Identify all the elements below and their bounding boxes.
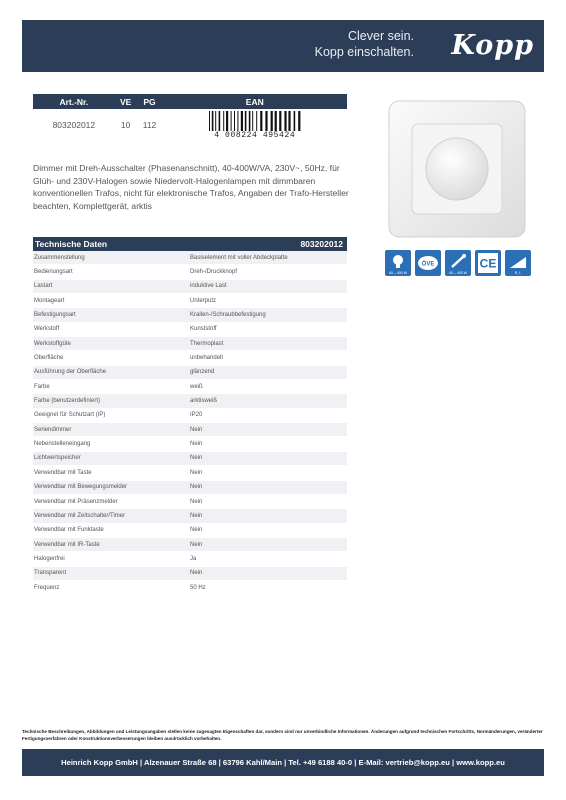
pg-value: 112 xyxy=(142,120,157,130)
tech-row-value: Dreh-/Druckknopf xyxy=(189,265,347,279)
tech-row xyxy=(33,451,347,465)
tech-row-value: IP20 xyxy=(189,408,347,422)
tech-row-label: Verwendbar mit Bewegungsmelder xyxy=(33,480,189,494)
tech-row xyxy=(33,251,347,265)
ce-icon xyxy=(475,250,501,276)
disclaimer: Technische Beschreibungen, Abbildungen und Leistungsangaben stellen keine zugesagten Eigenschaften dar, sondern sind nur unverbindliche Informationen. Änderungen aufgrund technischen Fortschritts, Normänderungen, veränderter Fertigungsverfahren oder Konstruktionsverbesserungen bleiben ausdrücklich vorbehalten. xyxy=(22,729,543,741)
tech-row-value: Nein xyxy=(189,566,347,580)
tech-row xyxy=(33,509,347,523)
tech-row-label: Verwendbar mit Präsenzmelder xyxy=(33,494,189,508)
tech-row xyxy=(33,394,347,408)
tech-row-label: Frequenz xyxy=(33,580,189,594)
tech-row xyxy=(33,380,347,394)
tech-row-label: Verwendbar mit IR-Taste xyxy=(33,537,189,551)
dimming-ramp-icon-caption: R, L xyxy=(514,271,522,275)
bulb-icon-caption: 40 – 400 W xyxy=(389,271,407,275)
ove-icon xyxy=(415,250,441,276)
certification-icons xyxy=(385,250,531,276)
tech-data-table xyxy=(33,251,347,595)
tech-row xyxy=(33,365,347,379)
ean-cell xyxy=(163,109,347,141)
tech-row-value: Nein xyxy=(189,466,347,480)
tech-row-value: Nein xyxy=(189,451,347,465)
tech-row-label: Verwendbar mit Zeitschalter/Timer xyxy=(33,509,189,523)
tech-row-label: Verwendbar mit Taste xyxy=(33,466,189,480)
dimming-ramp-icon xyxy=(505,250,531,276)
tech-row xyxy=(33,537,347,551)
tech-row-label: Farbe (benutzerdefiniert) xyxy=(33,394,189,408)
tech-row xyxy=(33,437,347,451)
tech-row-value: arktisweiß xyxy=(189,394,347,408)
tech-row xyxy=(33,494,347,508)
tech-row xyxy=(33,322,347,336)
tech-row-label: Geeignet für Schutzart (IP) xyxy=(33,408,189,422)
tech-row-label: Verwendbar mit Funktaste xyxy=(33,523,189,537)
tech-row-label: Zusammenstellung xyxy=(33,251,189,265)
tech-data-header xyxy=(33,237,347,251)
tech-row xyxy=(33,265,347,279)
tech-row-value: Krallen-/Schraubbefestigung xyxy=(189,308,347,322)
tech-row xyxy=(33,294,347,308)
product-table xyxy=(33,94,347,141)
tech-row xyxy=(33,423,347,437)
tech-row-label: Bedienungsart xyxy=(33,265,189,279)
tech-row-label: Lichtwertspeicher xyxy=(33,451,189,465)
tech-row-value: glänzend xyxy=(189,365,347,379)
halogen-icon-caption: 40 – 400 W xyxy=(449,271,467,275)
tech-row xyxy=(33,480,347,494)
svg-text:ÖVE: ÖVE xyxy=(421,261,435,268)
art-nr-value: 803202012 xyxy=(52,120,96,130)
tech-row xyxy=(33,351,347,365)
tech-row-value: Nein xyxy=(189,509,347,523)
ve-value: 10 xyxy=(120,120,131,130)
tech-row xyxy=(33,279,347,293)
col-header-art-nr: Art.-Nr. xyxy=(33,94,115,109)
tech-data-title: Technische Daten xyxy=(35,239,108,249)
col-header-ve: VE xyxy=(115,94,137,109)
col-header-ean: EAN xyxy=(163,94,347,109)
product-photo xyxy=(386,98,528,240)
tech-row-value: Ja xyxy=(189,552,347,566)
tech-row-value: Nein xyxy=(189,537,347,551)
col-header-pg: PG xyxy=(137,94,163,109)
tech-row-value: unbehandelt xyxy=(189,351,347,365)
tech-row-label: Transparent xyxy=(33,566,189,580)
svg-text:CE: CE xyxy=(479,256,497,271)
header-banner xyxy=(22,20,544,72)
product-description: Dimmer mit Dreh-Ausschalter (Phasenanschnitt), 40-400W/VA, 230V~, 50Hz, für Glüh- und 230V-Halogen sowie Niedervolt-Halogenlampen mit dimmbaren konventionellen Trafos, nicht für elektronische Trafos, Angaben der Trafo-Hersteller beachten, Komplettgerät, arktis xyxy=(33,163,349,211)
tech-row-label: Halogenfrei xyxy=(33,552,189,566)
tech-data-number: 803202012 xyxy=(300,239,343,249)
tech-row-value: Nein xyxy=(189,423,347,437)
tech-row xyxy=(33,466,347,480)
tech-row-value: Nein xyxy=(189,480,347,494)
tech-row-value: Nein xyxy=(189,523,347,537)
footer-contact: Heinrich Kopp GmbH | Alzenauer Straße 68 | 63796 Kahl/Main | Tel. +49 6188 40-0 | E-Mail: vertrieb@kopp.eu | www.kopp.eu xyxy=(22,749,544,776)
bulb-icon xyxy=(385,250,411,276)
tech-row-label: Oberfläche xyxy=(33,351,189,365)
tech-row-label: Lastart xyxy=(33,279,189,293)
tech-row-label: Montageart xyxy=(33,294,189,308)
tech-row-value: Thermoplast xyxy=(189,337,347,351)
slogan-line-2: Kopp einschalten. xyxy=(314,45,414,59)
tech-row-value: Nein xyxy=(189,494,347,508)
halogen-icon xyxy=(445,250,471,276)
tech-row-label: Nebenstelleneingang xyxy=(33,437,189,451)
tech-row xyxy=(33,552,347,566)
tech-row-label: Befestigungsart xyxy=(33,308,189,322)
slogan xyxy=(315,28,414,60)
tech-row-value: Basiselement mit voller Abdeckplatte xyxy=(189,251,347,265)
tech-row-value: Nein xyxy=(189,437,347,451)
tech-row-value: Kunststoff xyxy=(189,322,347,336)
tech-row-value: 50 Hz xyxy=(189,580,347,594)
tech-row-label: Seriendimmer xyxy=(33,423,189,437)
tech-row-value: Unterputz xyxy=(189,294,347,308)
tech-row-label: Ausführung der Oberfläche xyxy=(33,365,189,379)
ean-number: 4 008224 495424 xyxy=(214,131,296,140)
slogan-line-1: Clever sein. xyxy=(348,29,414,43)
kopp-logo: Kopp xyxy=(451,30,534,61)
tech-row xyxy=(33,566,347,580)
barcode-graphic xyxy=(207,110,303,132)
tech-row xyxy=(33,337,347,351)
tech-row xyxy=(33,408,347,422)
tech-row-label: Werkstoffgüte xyxy=(33,337,189,351)
tech-row xyxy=(33,580,347,594)
tech-row xyxy=(33,523,347,537)
tech-row-value: weiß xyxy=(189,380,347,394)
tech-row-label: Farbe xyxy=(33,380,189,394)
ean-barcode xyxy=(207,110,303,140)
tech-row xyxy=(33,308,347,322)
tech-row-value: induktive Last xyxy=(189,279,347,293)
tech-row-label: Werkstoff xyxy=(33,322,189,336)
